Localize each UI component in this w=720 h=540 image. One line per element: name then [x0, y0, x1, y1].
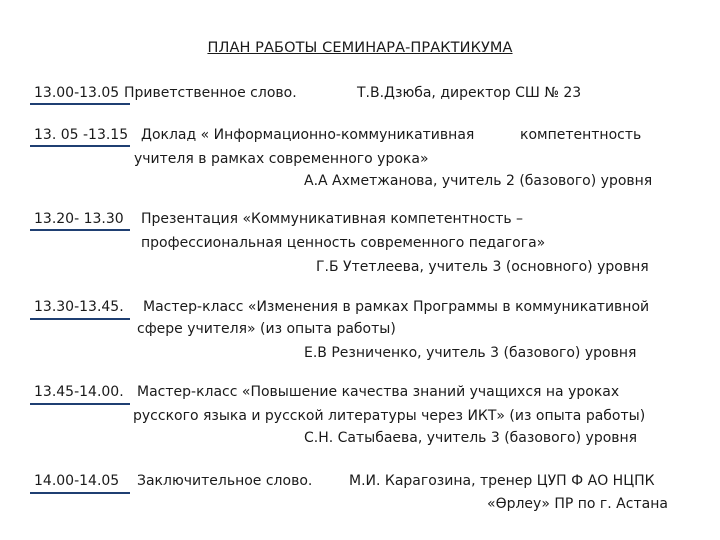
time-underline	[30, 103, 130, 105]
item-time: 14.00-14.05	[34, 473, 120, 489]
time-underline	[30, 492, 130, 494]
item-text: Заключительное слово.	[137, 473, 313, 489]
item-speaker: «Өрлеу» ПР по г. Астана	[487, 496, 668, 512]
item-time: 13.00-13.05	[34, 85, 120, 101]
item-line: компетентность	[520, 127, 642, 143]
item-line: профессиональная ценность современного педагога»	[141, 235, 546, 251]
item-time: 13.45-14.00.	[34, 384, 124, 400]
item-line: русского языка и русской литературы через ИКТ» (из опыта работы)	[133, 408, 646, 424]
item-time: 13. 05 -13.15	[34, 127, 129, 143]
item-speaker: А.А Ахметжанова, учитель 2 (базового) уровня	[304, 173, 653, 189]
item-time: 13.30-13.45.	[34, 299, 124, 315]
time-underline	[30, 145, 130, 147]
item-line: Презентация «Коммуникативная компетентность –	[141, 211, 524, 227]
time-underline	[30, 403, 130, 405]
item-time: 13.20- 13.30	[34, 211, 124, 227]
item-line: Мастер-класс «Изменения в рамках Программы в коммуникативной	[143, 299, 650, 315]
item-line: сфере учителя» (из опыта работы)	[137, 321, 396, 337]
time-underline	[30, 229, 130, 231]
item-text: Приветственное слово.	[124, 85, 297, 101]
item-line: учителя в рамках современного урока»	[134, 151, 429, 167]
page-title: ПЛАН РАБОТЫ СЕМИНАРА-ПРАКТИКУМА	[207, 40, 513, 56]
item-line: Мастер-класс «Повышение качества знаний учащихся на уроках	[137, 384, 620, 400]
time-underline	[30, 318, 130, 320]
item-speaker: С.Н. Сатыбаева, учитель 3 (базового) уровня	[304, 430, 638, 446]
item-speaker: Г.Б Утетлеева, учитель 3 (основного) уровня	[316, 259, 649, 275]
item-speaker: Т.В.Дзюба, директор СШ № 23	[357, 85, 582, 101]
item-speaker: Е.В Резниченко, учитель 3 (базового) уровня	[304, 345, 637, 361]
item-line: Доклад « Информационно-коммуникативная	[141, 127, 475, 143]
item-speaker: М.И. Карагозина, тренер ЦУП Ф АО НЦПК	[349, 473, 655, 489]
